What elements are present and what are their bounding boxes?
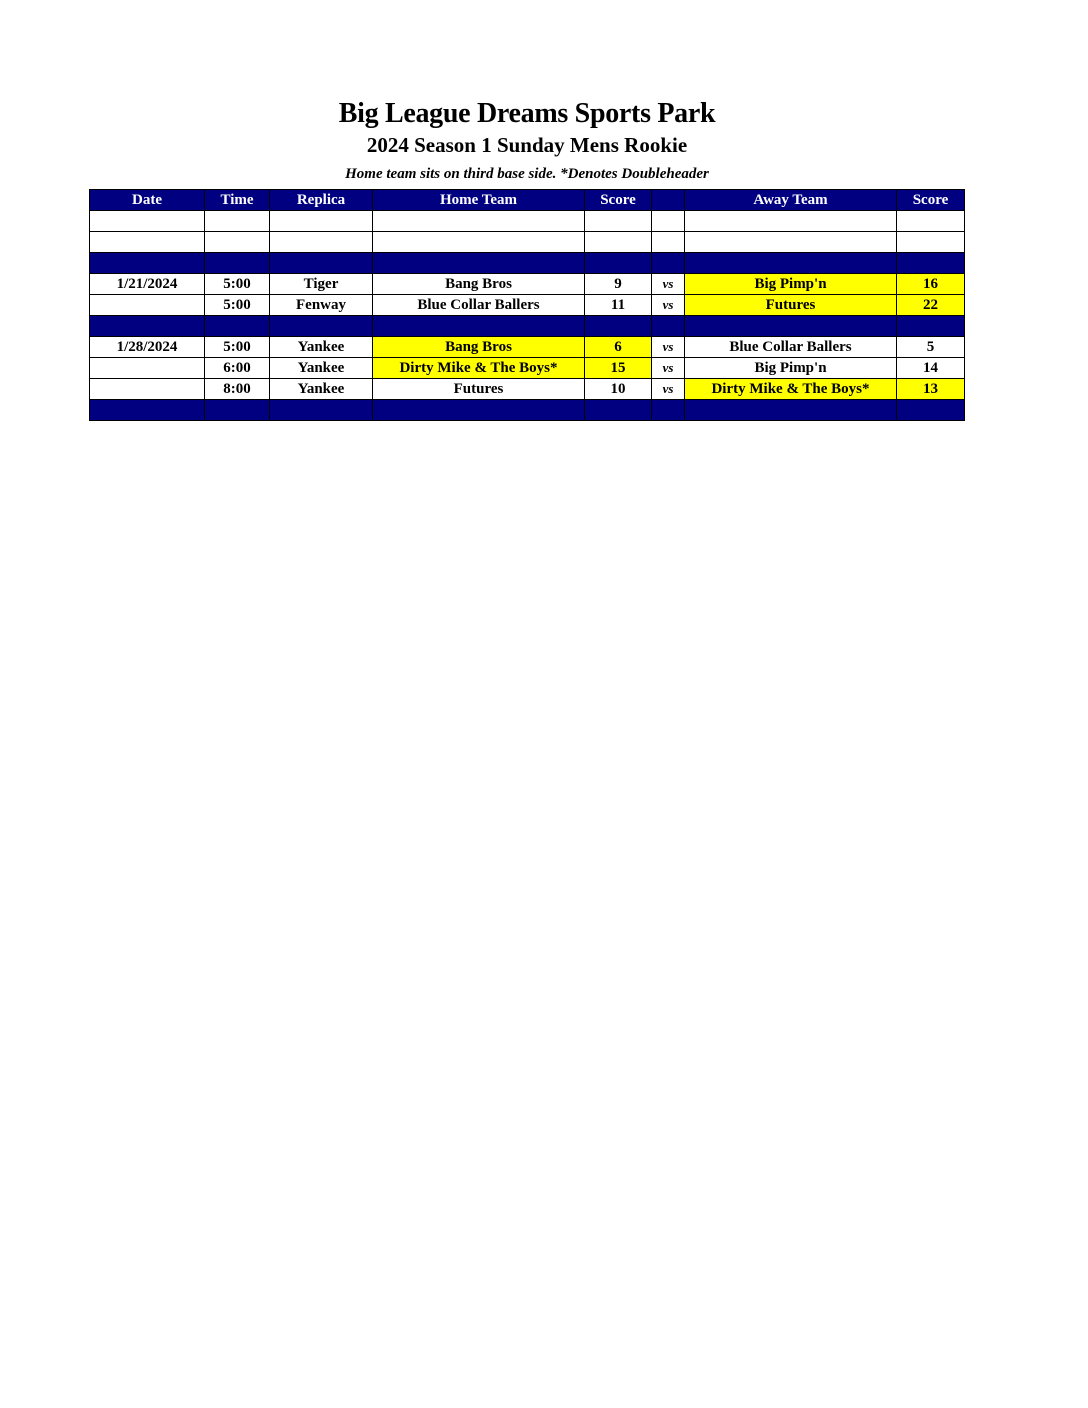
vs-label: vs (652, 295, 685, 316)
away-score: 14 (897, 358, 965, 379)
game-row (90, 274, 965, 295)
away-score: 16 (897, 274, 965, 295)
game-replica: Yankee (270, 337, 373, 358)
home-score: 11 (585, 295, 652, 316)
vs-label: vs (652, 274, 685, 295)
away-team: Big Pimp'n (685, 358, 897, 379)
game-date: 1/28/2024 (90, 337, 205, 358)
column-header-away-score: Score (897, 190, 965, 211)
column-header-vs (652, 190, 685, 211)
home-team: Bang Bros (373, 274, 585, 295)
away-team: Dirty Mike & The Boys* (685, 379, 897, 400)
schedule-note: Home team sits on third base side. *Denotes Doubleheader (345, 166, 709, 182)
game-time: 5:00 (205, 295, 270, 316)
home-team: Futures (373, 379, 585, 400)
away-score: 5 (897, 337, 965, 358)
home-score: 10 (585, 379, 652, 400)
table-header-row (90, 190, 965, 211)
game-replica: Tiger (270, 274, 373, 295)
column-header-date: Date (90, 190, 205, 211)
game-time: 8:00 (205, 379, 270, 400)
vs-label: vs (652, 379, 685, 400)
game-date (90, 379, 205, 400)
column-header-time: Time (205, 190, 270, 211)
vs-label: vs (652, 358, 685, 379)
away-team: Blue Collar Ballers (685, 337, 897, 358)
game-time: 6:00 (205, 358, 270, 379)
away-score: 22 (897, 295, 965, 316)
column-header-replica: Replica (270, 190, 373, 211)
home-team: Blue Collar Ballers (373, 295, 585, 316)
home-score: 9 (585, 274, 652, 295)
game-replica: Yankee (270, 379, 373, 400)
home-team: Dirty Mike & The Boys* (373, 358, 585, 379)
game-row (90, 295, 965, 316)
game-date (90, 295, 205, 316)
away-team: Futures (685, 295, 897, 316)
game-replica: Yankee (270, 358, 373, 379)
game-time: 5:00 (205, 274, 270, 295)
vs-label: vs (652, 337, 685, 358)
home-team: Bang Bros (373, 337, 585, 358)
game-replica: Fenway (270, 295, 373, 316)
blank-row (90, 211, 965, 232)
game-row (90, 337, 965, 358)
separator-row (90, 253, 965, 274)
game-row (90, 379, 965, 400)
separator-row (90, 400, 965, 421)
column-header-home-team: Home Team (373, 190, 585, 211)
home-score: 15 (585, 358, 652, 379)
away-score: 13 (897, 379, 965, 400)
game-date: 1/21/2024 (90, 274, 205, 295)
column-header-home-score: Score (585, 190, 652, 211)
schedule-table (89, 189, 965, 421)
page-subtitle: 2024 Season 1 Sunday Mens Rookie (366, 133, 688, 157)
game-date (90, 358, 205, 379)
blank-row (90, 232, 965, 253)
game-time: 5:00 (205, 337, 270, 358)
game-row (90, 358, 965, 379)
home-score: 6 (585, 337, 652, 358)
column-header-away-team: Away Team (685, 190, 897, 211)
page-title: Big League Dreams Sports Park (338, 98, 716, 129)
away-team: Big Pimp'n (685, 274, 897, 295)
separator-row (90, 316, 965, 337)
